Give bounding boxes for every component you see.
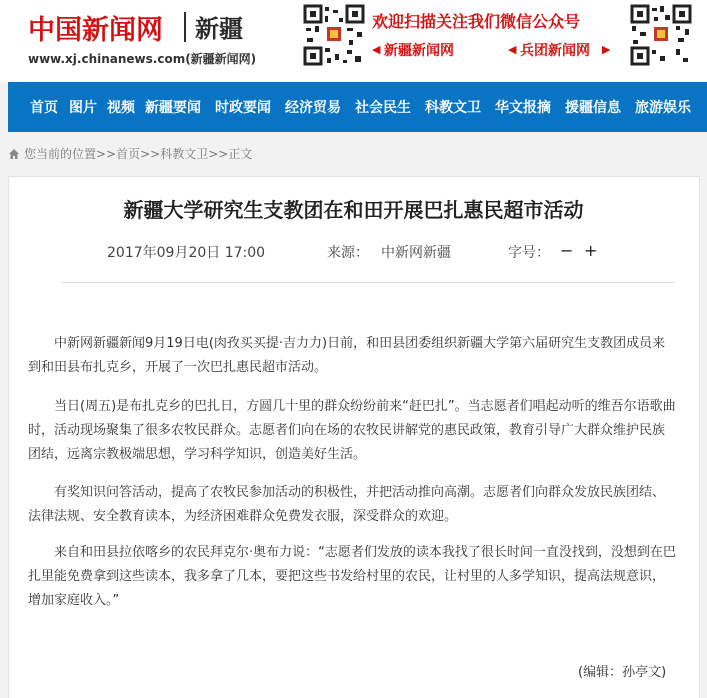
article-editor: (编辑：孙亭文) [578, 665, 667, 680]
arrow-icon: ▶ [602, 43, 611, 56]
nav-item-education[interactable]: 科教文卫 [425, 100, 481, 116]
site-logo[interactable]: 中国新闻网 [28, 15, 163, 46]
source-label: 来源： [327, 245, 369, 261]
nav-item-politics[interactable]: 时政要闻 [215, 100, 271, 116]
site-name[interactable]: 新疆 [195, 15, 243, 43]
wechat-follow-text: 欢迎扫描关注我们微信公众号 [372, 12, 581, 31]
nav-item-pictures[interactable]: 图片 [69, 100, 97, 116]
article-title: 新疆大学研究生支教团在和田开展巴扎惠民超市活动 [123, 198, 584, 222]
article-paragraph: 中新网新疆新闻9月19日电(肉孜买买提·吉力力)日前，和田县团委组织新疆大学第六届研究生支教团成员来到和田县布扎克乡，开展了一次巴扎惠民超市活动。 [28, 336, 666, 375]
nav-item-home[interactable]: 首页 [30, 100, 58, 116]
xinjiang-news-link[interactable]: 新疆新闻网 [384, 43, 454, 59]
nav-item-video[interactable]: 视频 [107, 100, 135, 116]
article-paragraph: 当日(周五)是布扎克乡的巴扎日，方圆几十里的群众纷纷前来“赶巴扎”。当志愿者们唱起动听的维吾尔语歌曲时，活动现场聚集了很多农牧民群众。志愿者们向在场的农牧民讲解党的惠民政策，教育引导广大群众维护民族团结，远离宗教极端思想，学习科学知识，创造美好生活。 [28, 399, 676, 462]
nav-item-xinjiang[interactable]: 新疆要闻 [145, 100, 201, 116]
font-decrease-button[interactable]: − [560, 241, 574, 260]
home-icon [8, 148, 20, 160]
article-date: 2017年09月20日 17:00 [107, 245, 266, 261]
article-source[interactable]: 中新网新疆 [381, 245, 451, 261]
breadcrumb-text[interactable]: 您当前的位置>>首页>>科教文卫>>正文 [24, 147, 253, 161]
logo-divider [184, 12, 186, 42]
arrow-icon: ◀ [372, 43, 381, 56]
nav-edge [0, 82, 8, 132]
article-paragraph: 有奖知识问答活动，提高了农牧民参加活动的积极性，并把活动推向高潮。志愿者们向群众发放民族团结、法律法规、安全教育读本，为经济困难群众免费发衣服，深受群众的欢迎。 [28, 485, 666, 524]
nav-item-economy[interactable]: 经济贸易 [285, 100, 341, 116]
nav-item-chinese-news[interactable]: 华文报摘 [495, 100, 551, 116]
site-header [0, 0, 707, 82]
article-paragraph: 来自和田县拉依喀乡的农民拜克尔·奥布力说：“志愿者们发放的读本我找了很长时间一直没找到，没想到在巴扎里能免费拿到这些读本，我多拿了几本，要把这些书发给村里的农民，让村里的人多学知识，提高法规意识，增加家庭收入。” [28, 545, 676, 608]
wechat-qr-code-icon [303, 4, 365, 66]
font-increase-button[interactable]: + [584, 241, 598, 260]
font-size-label: 字号： [508, 245, 550, 261]
arrow-icon: ◀ [508, 43, 517, 56]
bingtuan-news-link[interactable]: 兵团新闻网 [520, 43, 590, 59]
nav-item-travel[interactable]: 旅游娱乐 [635, 100, 691, 116]
title-divider [62, 282, 674, 283]
wechat-qr-code-icon [630, 4, 692, 66]
nav-item-society[interactable]: 社会民生 [355, 100, 411, 116]
nav-item-aid[interactable]: 援疆信息 [565, 100, 621, 116]
breadcrumb [8, 145, 252, 162]
site-url: www.xj.chinanews.com(新疆新闻网) [28, 52, 257, 66]
